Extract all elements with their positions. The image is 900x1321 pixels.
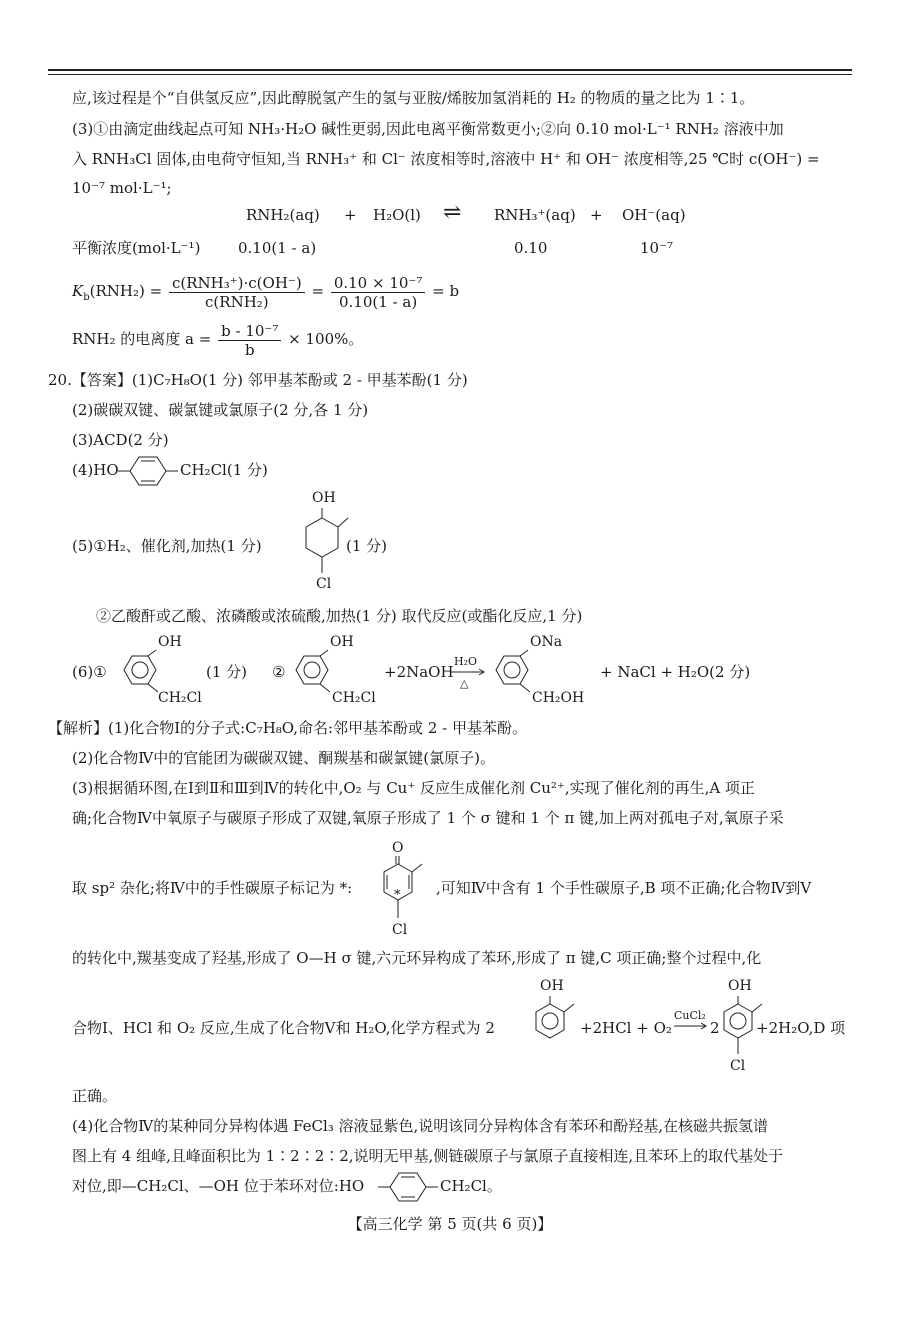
- analysis-line: ,可知Ⅳ中含有 1 个手性碳原子,B 项不正确;化合物Ⅳ到Ⅴ: [436, 879, 812, 897]
- eq-plus: +: [590, 206, 603, 224]
- eq-product: RNH₃⁺(aq): [494, 206, 576, 224]
- text-line: 10⁻⁷ mol·L⁻¹;: [72, 179, 172, 197]
- o-cresol-structure: [528, 976, 598, 1052]
- arrow-condition: H₂O: [454, 655, 478, 668]
- answer-line: (4)HO: [72, 461, 119, 479]
- benzene-ring-structure: [118, 451, 178, 495]
- frac-denominator: b: [244, 340, 255, 359]
- frac-denominator: 0.10(1 - a): [338, 292, 418, 311]
- benzene-ring-structure: [378, 1167, 438, 1211]
- frac-numerator: b - 10⁻⁷: [218, 322, 281, 341]
- analysis-line: +2H₂O,D 项: [756, 1019, 846, 1037]
- answer-line: (3)ACD(2 分): [72, 431, 169, 449]
- frac-denominator: c(RNH₂): [205, 292, 269, 311]
- page-footer: 【高三化学 第 5 页(共 6 页)】: [347, 1215, 553, 1233]
- kb-lhs: (RNH₂) =: [89, 282, 163, 300]
- analysis-line: 合物Ⅰ、HCl 和 O₂ 反应,生成了化合物Ⅴ和 H₂O,化学方程式为 2: [72, 1019, 495, 1037]
- reagents: +2HCl + O₂: [580, 1019, 672, 1037]
- reaction-arrow: [672, 1006, 712, 1036]
- cl-label: Cl: [316, 576, 332, 592]
- kb-fraction: [169, 274, 305, 311]
- ch2oh-label: CH₂OH: [532, 690, 585, 706]
- conc-value: 10⁻⁷: [640, 239, 674, 257]
- o-label: O: [392, 840, 404, 856]
- kb-sub: b: [83, 292, 90, 303]
- oh-label: OH: [330, 634, 354, 650]
- equilibrium-arrow: ⇌: [443, 200, 462, 225]
- eq-reactant: H₂O(l): [373, 206, 421, 224]
- analysis-line: (3)根据循环图,在Ⅰ到Ⅱ和Ⅲ到Ⅳ的转化中,O₂ 与 Cu⁺ 反应生成催化剂 Cu²⁺,实现了催化剂的再生,A 项正: [72, 779, 756, 797]
- catalyst-label: CuCl₂: [674, 1009, 706, 1022]
- ch2cl-label: CH₂Cl: [332, 690, 376, 706]
- analysis-line: 正确。: [72, 1087, 118, 1105]
- alpha-expression: [72, 320, 363, 359]
- header-rule-thick: [48, 69, 852, 71]
- cl-label: Cl: [730, 1058, 746, 1074]
- analysis-line: 的转化中,羰基变成了羟基,形成了 O—H σ 键,六元环异构成了苯环,形成了 π 键,C 项正确;整个过程中,化: [72, 949, 762, 967]
- oh-label: OH: [728, 978, 752, 994]
- reagent: +2NaOH: [384, 663, 454, 681]
- eq-plus: +: [344, 206, 357, 224]
- cl-label: Cl: [392, 922, 408, 938]
- analysis-line: 对位,即—CH₂Cl、—OH 位于苯环对位:HO: [72, 1177, 365, 1195]
- kb-expression: [72, 272, 459, 317]
- chiral-star: *: [394, 888, 401, 903]
- analysis-line: CH₂Cl。: [440, 1177, 502, 1195]
- eq-product: OH⁻(aq): [622, 206, 686, 224]
- kb-fraction-values: [331, 274, 426, 311]
- oh-label: OH: [312, 490, 336, 506]
- analysis-line: 图上有 4 组峰,且峰面积比为 1∶2∶2∶2,说明无甲基,侧链碳原子与氯原子直接相连,且苯环上的取代基处于: [72, 1147, 784, 1165]
- circled-two: ②: [272, 663, 286, 681]
- alpha-fraction: [218, 322, 281, 359]
- analysis-line: (4)化合物Ⅳ的某种同分异构体遇 FeCl₃ 溶液显紫色,说明该同分异构体含有苯环和酚羟基,在核磁共振氢谱: [72, 1117, 769, 1135]
- products: + NaCl + H₂O(2 分): [600, 663, 751, 681]
- conc-value: 0.10(1 - a): [238, 239, 317, 257]
- answer-line: (5)①H₂、催化剂,加热(1 分): [72, 537, 262, 555]
- answer-line: (2)碳碳双键、碳氯键或氯原子(2 分,各 1 分): [72, 401, 369, 419]
- alpha-lhs: RNH₂ 的电离度 a =: [72, 330, 212, 348]
- answer-line: (1 分): [346, 537, 388, 555]
- text-line: 应,该过程是个“自供氢反应”,因此醇脱氢产生的氢与亚胺/烯胺加氢消耗的 H₂ 的物质的量之比为 1∶1。: [72, 89, 755, 107]
- conc-value: 0.10: [514, 239, 548, 257]
- analysis-line: 【解析】(1)化合物Ⅰ的分子式:C₇H₈O,命名:邻甲基苯酚或 2 - 甲基苯酚。: [48, 719, 527, 737]
- analysis-line: 取 sp² 杂化;将Ⅳ中的手性碳原子标记为 *:: [72, 879, 353, 897]
- ch2cl-label: CH₂Cl: [158, 690, 202, 706]
- ona-label: ONa: [530, 634, 563, 650]
- chloromethylphenol-structure: [290, 632, 380, 708]
- chloromethylphenol-structure: [118, 632, 202, 708]
- frac-numerator: c(RNH₃⁺)·c(OH⁻): [169, 274, 305, 293]
- answer-line: CH₂Cl(1 分): [180, 461, 268, 479]
- chiral-carbon-structure: [370, 838, 440, 942]
- equals: =: [311, 282, 325, 300]
- answer-line: 20.【答案】(1)C₇H₈O(1 分) 邻甲基苯酚或 2 - 甲基苯酚(1 分): [48, 371, 468, 389]
- conc-label: 平衡浓度(mol·L⁻¹): [72, 239, 201, 257]
- kb-symbol: K: [72, 282, 84, 300]
- reaction-arrow: [448, 652, 488, 692]
- sodium-phenoxide-structure: [490, 632, 585, 708]
- answer-line: ②乙酸酐或乙酸、浓磷酸或浓硫酸,加热(1 分) 取代反应(或酯化反应,1 分): [96, 607, 583, 625]
- alpha-rhs: × 100%。: [288, 330, 364, 348]
- eq-reactant: RNH₂(aq): [246, 206, 320, 224]
- coefficient: 2: [710, 1019, 720, 1037]
- analysis-line: (2)化合物Ⅳ中的官能团为碳碳双键、酮羰基和碳氯键(氯原子)。: [72, 749, 495, 767]
- answer-line: (6)①: [72, 663, 107, 681]
- heat-symbol: △: [460, 677, 469, 690]
- oh-label: OH: [540, 978, 564, 994]
- frac-numerator: 0.10 × 10⁻⁷: [331, 274, 426, 293]
- text-line: (3)①由滴定曲线起点可知 NH₃·H₂O 碱性更弱,因此电离平衡常数更小;②向 0.10 mol·L⁻¹ RNH₂ 溶液中加: [72, 120, 784, 138]
- kb-rhs: = b: [432, 282, 460, 300]
- score: (1 分): [206, 663, 248, 681]
- text-line: 入 RNH₃Cl 固体,由电荷守恒知,当 RNH₃⁺ 和 Cl⁻ 浓度相等时,溶液中 H⁺ 和 OH⁻ 浓度相等,25 ℃时 c(OH⁻) =: [72, 150, 820, 168]
- header-rule-thin: [48, 74, 852, 75]
- analysis-line: 确;化合物Ⅳ中氧原子与碳原子形成了双键,氧原子形成了 1 个 σ 键和 1 个 π 键,加上两对孤电子对,氧原子采: [72, 809, 784, 827]
- oh-label: OH: [158, 634, 182, 650]
